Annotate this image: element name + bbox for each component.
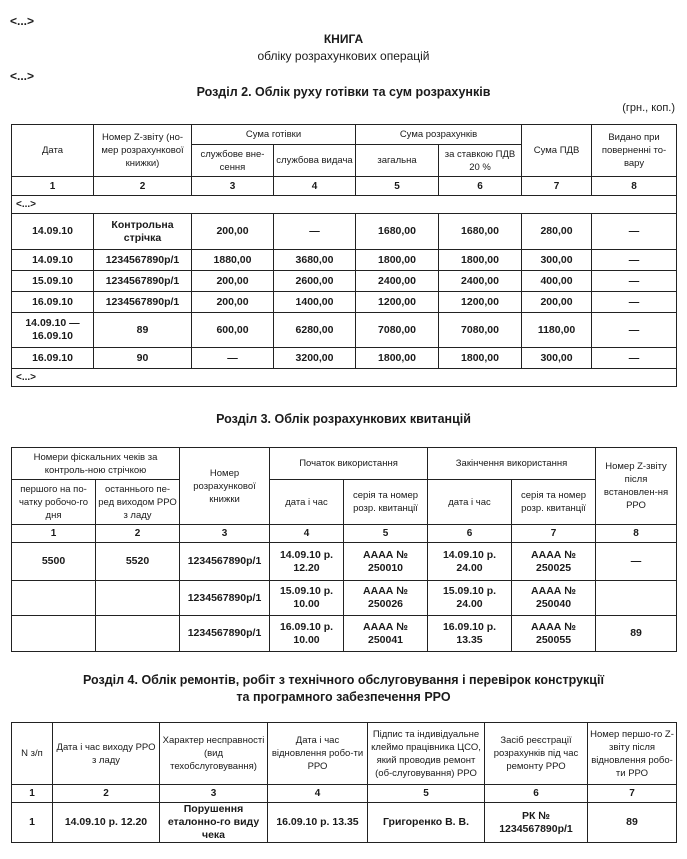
cell: 16.09.10 (12, 292, 94, 313)
col-number: 2 (96, 525, 180, 543)
cell: 2400,00 (439, 271, 522, 292)
cell: Григоренко В. В. (368, 803, 485, 843)
hdr-start: Початок використання (270, 448, 428, 480)
col-number: 4 (270, 525, 344, 543)
cell (96, 616, 180, 652)
cell: 1180,00 (522, 313, 592, 348)
cell: 1 (12, 803, 53, 843)
cell: 14.09.10 (12, 214, 94, 250)
cell: 280,00 (522, 214, 592, 250)
col-number: 6 (428, 525, 512, 543)
table-row (12, 543, 677, 581)
col-number: 7 (512, 525, 596, 543)
col-number: 3 (160, 785, 268, 803)
hdr-end: Закінчення використання (428, 448, 596, 480)
hdr-vat: Сума ПДВ (522, 125, 592, 177)
cell: 1200,00 (356, 292, 439, 313)
ellipsis-top: <...> (10, 14, 35, 28)
table-row (12, 292, 677, 313)
cell (12, 616, 96, 652)
hdr-restore-date: Дата і час відновлення робо-ти РРО (268, 723, 368, 785)
ellipsis-mid: <...> (10, 69, 35, 83)
hdr-cash-out: службова видача (274, 145, 356, 177)
cell: 6280,00 (274, 313, 356, 348)
cell: Контрольна стрічка (94, 214, 192, 250)
cell (96, 581, 180, 616)
hdr-zreport: Номер Z-звіту (но-мер розрахункової книжки) (94, 125, 192, 177)
col-number: 8 (592, 177, 677, 196)
cell: 1800,00 (356, 250, 439, 271)
hdr-end-serial: серія та номер розр. квитанції (512, 480, 596, 525)
cell: 89 (596, 616, 677, 652)
hdr-returned: Видано при поверненні то-вару (592, 125, 677, 177)
cell: 14.09.10 р. 12.20 (53, 803, 160, 843)
book-title: КНИГА (323, 32, 364, 46)
cell: АААА № 250055 (512, 616, 596, 652)
col-number: 2 (94, 177, 192, 196)
hdr-signature: Підпис та індивідуальне клеймо працівника ЦСО, який проводив ремонт (об-слуговування) РРО (368, 723, 485, 785)
section4-title-line1: Розділ 4. Облік ремонтів, робіт з технічного обслуговування і перевірок конструкції (83, 673, 604, 687)
cell: 1880,00 (192, 250, 274, 271)
cell: 200,00 (192, 214, 274, 250)
col-number: 5 (344, 525, 428, 543)
cell: 2400,00 (356, 271, 439, 292)
cell: 3200,00 (274, 348, 356, 369)
cell: 1200,00 (439, 292, 522, 313)
cell (596, 581, 677, 616)
cell: 300,00 (522, 348, 592, 369)
cell: 15.09.10 р. 10.00 (270, 581, 344, 616)
cell: 1800,00 (439, 348, 522, 369)
col-number: 1 (12, 785, 53, 803)
col-number: 1 (12, 177, 94, 196)
table-row (12, 214, 677, 250)
cell: 15.09.10 (12, 271, 94, 292)
cell: — (592, 271, 677, 292)
cell: 1800,00 (439, 250, 522, 271)
cell: АААА № 250025 (512, 543, 596, 581)
hdr-zafter: Номер Z-звіту після встановлен-ня РРО (596, 448, 677, 525)
cell: 200,00 (522, 292, 592, 313)
section3-title: Розділ 3. Облік розрахункових квитанцій (216, 412, 471, 426)
col-numbers-row (12, 525, 677, 543)
cell: 1234567890р/1 (180, 543, 270, 581)
hdr-date: Дата (12, 125, 94, 177)
cell: 5520 (96, 543, 180, 581)
col-number: 6 (485, 785, 588, 803)
cell: 16.09.10 (12, 348, 94, 369)
cell: 1234567890р/1 (94, 271, 192, 292)
cell: 2600,00 (274, 271, 356, 292)
cell: АААА № 250026 (344, 581, 428, 616)
cell: 89 (94, 313, 192, 348)
cell: 200,00 (192, 292, 274, 313)
hdr-calc-rate: за ставкою ПДВ 20 % (439, 145, 522, 177)
cell: 1680,00 (356, 214, 439, 250)
cell: 89 (588, 803, 677, 843)
hdr-means: Засіб реєстрації розрахунків під час ремонту РРО (485, 723, 588, 785)
table-row (12, 803, 677, 843)
section2-table (11, 124, 677, 387)
cell: 200,00 (192, 271, 274, 292)
col-number: 5 (368, 785, 485, 803)
hdr-start-serial: серія та номер розр. квитанції (344, 480, 428, 525)
cell: 7080,00 (439, 313, 522, 348)
cell: — (592, 250, 677, 271)
col-number: 1 (12, 525, 96, 543)
units-label: (грн., коп.) (622, 102, 675, 114)
section4-table (11, 722, 677, 843)
cell: — (192, 348, 274, 369)
hdr-first-z: Номер першо-го Z-звіту після відновлення робо-ти РРО (588, 723, 677, 785)
ellipsis-row: <...> (12, 196, 677, 214)
section2-title: Розділ 2. Облік руху готівки та сум розрахунків (196, 85, 491, 99)
hdr-calc-total: загальна (356, 145, 439, 177)
hdr-checks: Номери фіскальних чеків за контроль-ною стрічкою (12, 448, 180, 480)
hdr-calc: Сума розрахунків (356, 125, 522, 145)
cell: 1234567890р/1 (180, 616, 270, 652)
cell: 1234567890р/1 (180, 581, 270, 616)
cell: 600,00 (192, 313, 274, 348)
hdr-fault: Характер несправності (вид техобслуговування) (160, 723, 268, 785)
col-number: 5 (356, 177, 439, 196)
col-number: 6 (439, 177, 522, 196)
cell: 1234567890р/1 (94, 292, 192, 313)
cell: 16.09.10 р. 13.35 (268, 803, 368, 843)
cell: — (592, 348, 677, 369)
col-number: 3 (180, 525, 270, 543)
cell: 14.09.10 р. 24.00 (428, 543, 512, 581)
cell: 14.09.10 р. 12.20 (270, 543, 344, 581)
hdr-first: першого на по-чатку робочо-го дня (12, 480, 96, 525)
cell: 1234567890р/1 (94, 250, 192, 271)
table-row (12, 250, 677, 271)
cell: 400,00 (522, 271, 592, 292)
cell (12, 581, 96, 616)
hdr-last: останнього пе-ред виходом РРО з ладу (96, 480, 180, 525)
table-row (12, 348, 677, 369)
cell: — (592, 292, 677, 313)
cell: 1800,00 (356, 348, 439, 369)
cell: 5500 (12, 543, 96, 581)
cell: 14.09.10 — 16.09.10 (12, 313, 94, 348)
hdr-end-dt: дата і час (428, 480, 512, 525)
cell: 3680,00 (274, 250, 356, 271)
section3-table (11, 447, 677, 652)
cell: АААА № 250041 (344, 616, 428, 652)
col-number: 7 (522, 177, 592, 196)
section4-title-line2: та програмного забезпечення РРО (236, 690, 451, 704)
ellipsis-row: <...> (12, 369, 677, 387)
cell: 16.09.10 р. 10.00 (270, 616, 344, 652)
cell: 300,00 (522, 250, 592, 271)
hdr-cash: Сума готівки (192, 125, 356, 145)
hdr-cash-in: службове вне-сення (192, 145, 274, 177)
col-number: 4 (274, 177, 356, 196)
cell: 1400,00 (274, 292, 356, 313)
col-number: 3 (192, 177, 274, 196)
hdr-num: N з/п (12, 723, 53, 785)
cell: АААА № 250010 (344, 543, 428, 581)
cell: Порушення еталонно-го виду чека (160, 803, 268, 843)
book-subtitle: обліку розрахункових операцій (257, 49, 430, 63)
cell: — (592, 214, 677, 250)
cell: — (596, 543, 677, 581)
col-number: 4 (268, 785, 368, 803)
hdr-start-dt: дата і час (270, 480, 344, 525)
table-row (12, 271, 677, 292)
cell: РК № 1234567890р/1 (485, 803, 588, 843)
cell: — (592, 313, 677, 348)
cell: АААА № 250040 (512, 581, 596, 616)
table-row (12, 313, 677, 348)
cell: 14.09.10 (12, 250, 94, 271)
cell: 90 (94, 348, 192, 369)
table-row (12, 581, 677, 616)
cell: 7080,00 (356, 313, 439, 348)
table-row (12, 616, 677, 652)
cell: 15.09.10 р. 24.00 (428, 581, 512, 616)
cell: — (274, 214, 356, 250)
col-numbers-row (12, 785, 677, 803)
cell: 1680,00 (439, 214, 522, 250)
col-number: 8 (596, 525, 677, 543)
hdr-fail-date: Дата і час виходу РРО з ладу (53, 723, 160, 785)
cell: 16.09.10 р. 13.35 (428, 616, 512, 652)
hdr-book: Номер розрахункової книжки (180, 448, 270, 525)
col-number: 2 (53, 785, 160, 803)
col-numbers-row (12, 177, 677, 196)
col-number: 7 (588, 785, 677, 803)
